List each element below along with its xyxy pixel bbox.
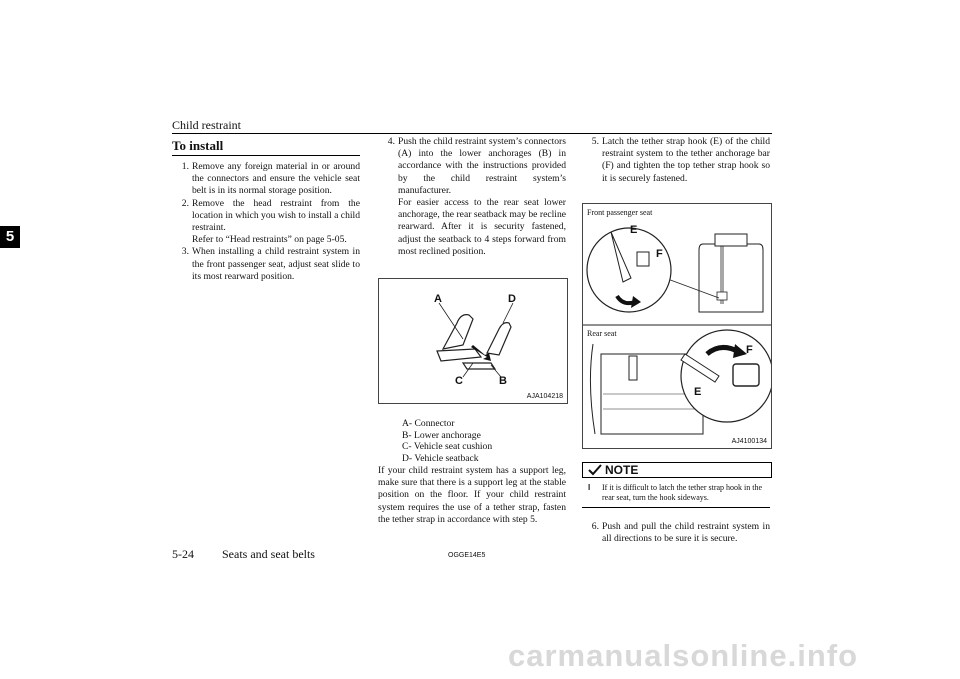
- figure-legend: [402, 418, 566, 464]
- watermark: carmanualsonline.info: [508, 638, 859, 673]
- step-5: 5. Latch the tether strap hook (E) of the child restraint system to the tether anchorage bar (F) and tighten the top tether strap hook so it is securely fastened.: [591, 136, 770, 184]
- figure-label-a: A: [434, 293, 442, 305]
- step-3: 3. When installing a child restraint system in the front passenger seat, adjust seat slide to its most rearward position.: [181, 246, 360, 282]
- legend-item: D- Vehicle seatback: [402, 452, 479, 464]
- figure-label-c: C: [455, 375, 463, 387]
- tether-illustration: [583, 204, 771, 448]
- header-rule: [172, 133, 772, 134]
- note-check-icon: [587, 463, 603, 477]
- step-4-extra: For easier access to the rear seat lower anchorage, the rear seatback may be recline rearward. After it is security fastened, adjust the seatback to 4 steps forward from most reclined position.: [398, 197, 566, 257]
- step-6-block: [582, 521, 770, 545]
- front-seat-label: Front passenger seat: [587, 208, 653, 217]
- column-3: [582, 136, 770, 185]
- step-4: 4. Push the child restraint system’s connectors (A) into the lower anchorages (B) in accordance with the instructions provided by the child restraint system’s manufacturer. For easier access to the rear seat lower anchorage, the rear seatback may be recline rearward. After it is security fastened, adjust the seatback to 4 steps forward from most reclined position.: [387, 136, 566, 257]
- page-number: 5-24: [172, 547, 194, 561]
- document-code: OGGE14E5: [448, 552, 486, 559]
- column-2: [378, 136, 566, 258]
- rear-seat-label: Rear seat: [587, 329, 617, 338]
- legend-item: A- Connector: [402, 418, 455, 429]
- column-1: [172, 161, 360, 283]
- figure-label-f-front: F: [656, 248, 663, 260]
- step-1: 1. Remove any foreign material in or around the connectors and ensure the vehicle seat belt is in its normal storage position.: [181, 161, 360, 197]
- section-tab: 5: [0, 226, 20, 248]
- figure-label-e-rear: E: [694, 386, 702, 398]
- page-header: Child restraint: [172, 118, 241, 132]
- chapter-title: Seats and seat belts: [222, 547, 315, 561]
- install-steps: [172, 161, 360, 283]
- note-title: NOTE: [605, 463, 639, 477]
- figure-label-e-front: E: [630, 224, 638, 236]
- figure-label-b: B: [499, 375, 507, 387]
- step-6: 6. Push and pull the child restraint system in all directions to be sure it is secure.: [591, 521, 770, 545]
- figure-code: AJA104218: [526, 393, 563, 400]
- figure-label-d: D: [508, 293, 516, 305]
- legend-item: B- Lower anchorage: [402, 429, 481, 441]
- figure-code: AJ4100134: [731, 438, 767, 445]
- note-bullet: l: [588, 483, 591, 492]
- figure-tether-anchorage: [582, 203, 772, 449]
- step-2-reference: Refer to “Head restraints” on page 5-05.: [192, 234, 347, 246]
- seat-connector-illustration: [379, 279, 567, 403]
- step-2: 2. Remove the head restraint from the location in which you wish to install a child restraint.: [181, 197, 360, 234]
- legend-item: C- Vehicle seat cushion: [402, 441, 493, 452]
- support-leg-text: If your child restraint system has a support leg, make sure that there is a support leg at the stable position on the floor. If your child restraint system requires the use of a tether strap, fasten the tether strap in accordance with step 5.: [378, 465, 566, 525]
- figure-lower-anchorage: [378, 278, 568, 404]
- figure-label-f-rear: F: [746, 344, 753, 356]
- section-title: To install: [172, 138, 360, 156]
- note-body: l If it is difficult to latch the tether strap hook in the rear seat, turn the hook sideways.: [582, 483, 770, 508]
- note-header: [582, 462, 772, 478]
